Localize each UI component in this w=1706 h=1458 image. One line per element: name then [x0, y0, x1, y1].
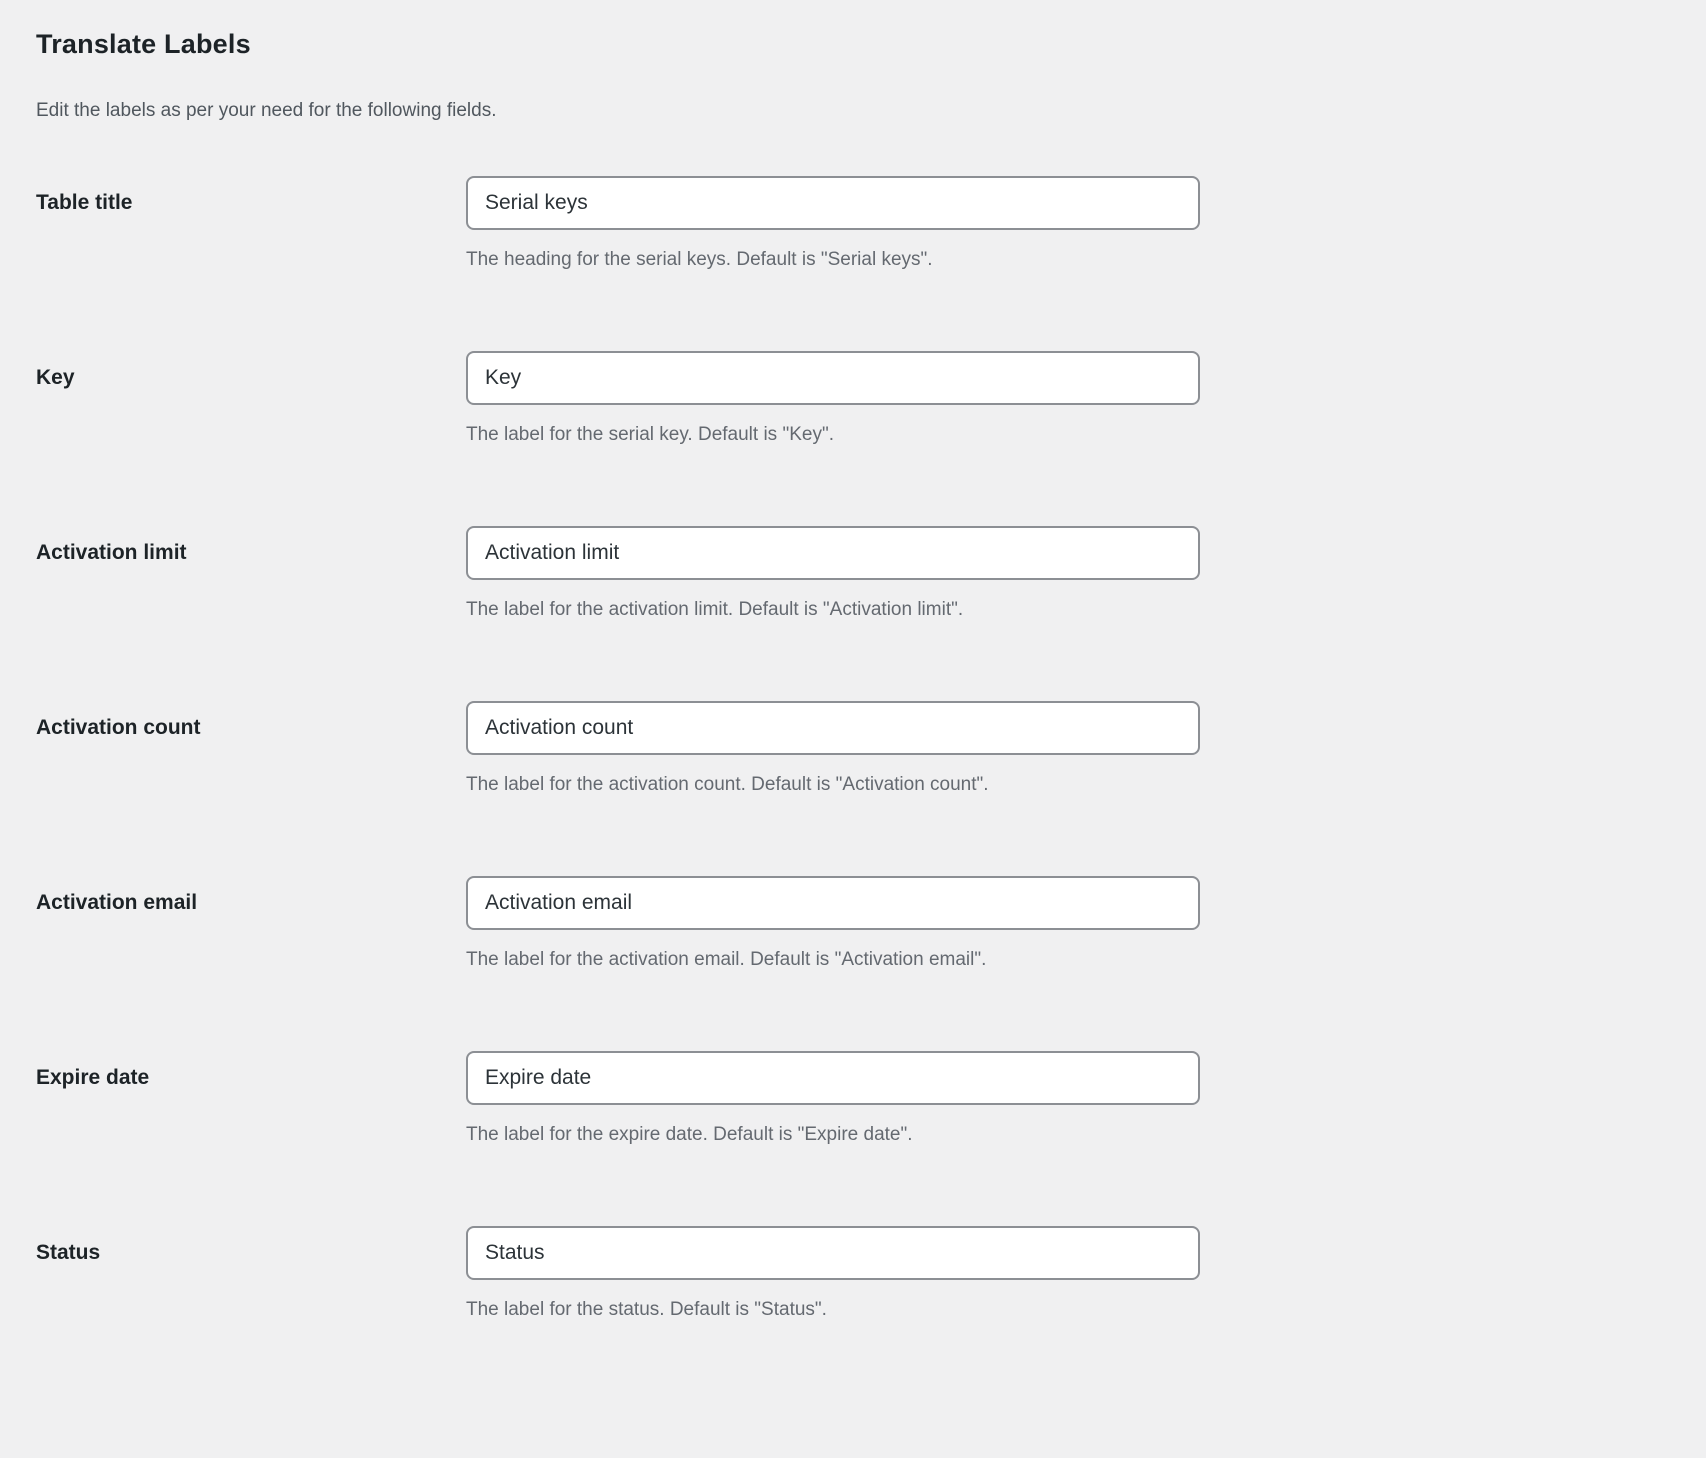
field-control — [466, 526, 1200, 622]
table-title-input[interactable] — [466, 176, 1200, 230]
field-control — [466, 876, 1200, 972]
table-title-label: Table title — [36, 191, 133, 214]
field-control — [466, 1051, 1200, 1147]
key-label: Key — [36, 366, 75, 389]
field-row — [36, 351, 1670, 447]
page-description: Edit the labels as per your need for the following fields. — [36, 100, 497, 121]
expire-date-help: The label for the expire date. Default is "Expire date". — [466, 1124, 913, 1145]
status-help: The label for the status. Default is "Status". — [466, 1299, 827, 1320]
status-input[interactable] — [466, 1226, 1200, 1280]
field-row — [36, 176, 1670, 272]
field-control — [466, 1226, 1200, 1322]
field-row — [36, 876, 1670, 972]
field-row — [36, 1051, 1670, 1147]
field-control — [466, 701, 1200, 797]
activation-email-help: The label for the activation email. Default is "Activation email". — [466, 949, 987, 970]
page-title: Translate Labels — [36, 29, 251, 59]
activation-email-label: Activation email — [36, 891, 198, 914]
status-label: Status — [36, 1241, 101, 1264]
activation-limit-help: The label for the activation limit. Default is "Activation limit". — [466, 599, 964, 620]
expire-date-label: Expire date — [36, 1066, 150, 1089]
activation-limit-input[interactable] — [466, 526, 1200, 580]
expire-date-input[interactable] — [466, 1051, 1200, 1105]
key-input[interactable] — [466, 351, 1200, 405]
activation-count-label: Activation count — [36, 716, 201, 739]
activation-email-input[interactable] — [466, 876, 1200, 930]
field-row — [36, 701, 1670, 797]
key-help: The label for the serial key. Default is "Key". — [466, 424, 834, 445]
field-control — [466, 351, 1200, 447]
table-title-help: The heading for the serial keys. Default is "Serial keys". — [466, 249, 933, 270]
activation-limit-label: Activation limit — [36, 541, 187, 564]
field-row — [36, 526, 1670, 622]
field-control — [466, 176, 1200, 272]
field-row — [36, 1226, 1670, 1322]
activation-count-input[interactable] — [466, 701, 1200, 755]
activation-count-help: The label for the activation count. Default is "Activation count". — [466, 774, 989, 795]
fields-list — [36, 176, 1670, 1322]
